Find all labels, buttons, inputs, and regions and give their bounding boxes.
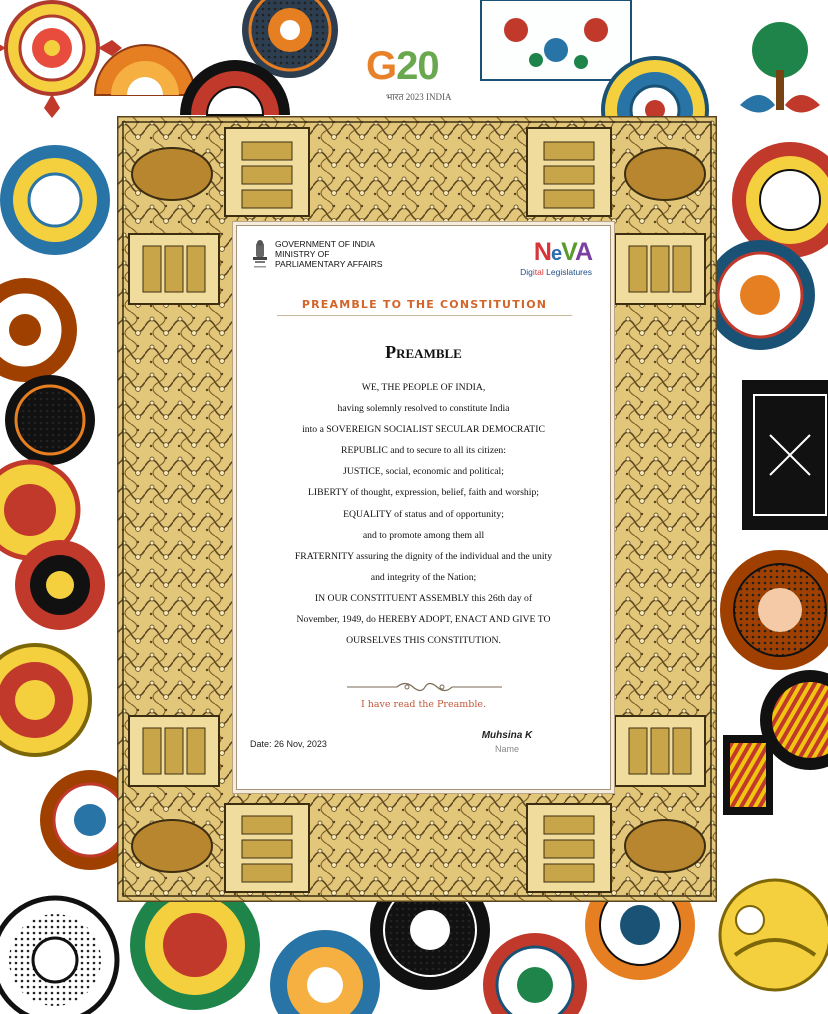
preamble-line: having solemnly resolved to constitute India	[337, 403, 510, 415]
g20-logo	[366, 44, 476, 104]
mandala-left-5	[15, 540, 105, 630]
government-header	[250, 239, 383, 271]
mandala-left-1	[0, 145, 110, 255]
preamble-line: LIBERTY of thought, expression, belief, faith and worship;	[308, 487, 539, 499]
mandala-top-left	[0, 0, 122, 118]
mandala-left-3	[5, 375, 95, 465]
gov-line-3: PARLIAMENTARY AFFAIRS	[275, 259, 383, 269]
preamble-banner: PREAMBLE TO THE CONSTITUTION	[301, 298, 548, 311]
government-text	[275, 239, 383, 269]
preamble-line: and integrity of the Nation;	[370, 571, 477, 583]
mandala-right-2	[705, 240, 815, 350]
mandala-left-2	[0, 278, 77, 382]
g20-logo-text: G20	[366, 44, 439, 88]
preamble-line: JUSTICE, social, economic and political;	[343, 466, 504, 478]
national-emblem-icon	[250, 239, 270, 271]
preamble-line: WE, THE PEOPLE OF INDIA,	[361, 382, 486, 393]
preamble-line: EQUALITY of status and of opportunity;	[343, 508, 504, 520]
neva-logo-word: NeVA	[533, 238, 592, 266]
signer-name: Muhsina K	[481, 730, 533, 741]
preamble-line: and to promote among them all	[362, 529, 485, 541]
read-statement: I have read the Preamble.	[360, 699, 487, 710]
mandala-right-1	[732, 142, 828, 258]
pattern-right-5	[723, 735, 773, 815]
preamble-line: November, 1949, do HEREBY ADOPT, ENACT AND GIVE TO	[296, 614, 551, 626]
document-title: Preamble	[385, 342, 462, 362]
floral-top-right	[481, 0, 631, 80]
mandala-right-3	[720, 550, 828, 670]
flourish-divider-icon	[347, 680, 502, 694]
preamble-line: FRATERNITY assuring the dignity of the individual and the unity	[294, 550, 553, 562]
preamble-line: IN OUR CONSTITUENT ASSEMBLY this 26th day of	[314, 592, 533, 604]
mandala-bottom-left	[0, 898, 117, 1014]
peacock-tree	[740, 22, 820, 113]
neva-logo	[520, 240, 592, 277]
preamble-line: into a SOVEREIGN SOCIALIST SECULAR DEMOCRATIC	[302, 424, 545, 436]
mandala-bottom-5	[483, 933, 587, 1014]
peacock-yellow	[720, 880, 828, 990]
mandala-bottom-3	[270, 930, 380, 1014]
gov-line-2: MINISTRY OF	[275, 249, 330, 259]
g20-logo-subtitle: भारत 2023 INDIA	[386, 92, 452, 102]
neva-tagline: Digital Legislatures	[520, 267, 592, 277]
certificate-paper	[236, 225, 611, 790]
preamble-line: OURSELVES THIS CONSTITUTION.	[346, 635, 501, 647]
certificate-date: Date: 26 Nov, 2023	[250, 739, 327, 749]
name-label: Name	[494, 744, 519, 754]
preamble-text	[237, 377, 610, 651]
gov-line-1: GOVERNMENT OF INDIA	[275, 239, 375, 249]
warli-square	[742, 380, 828, 530]
preamble-line: REPUBLIC and to secure to all its citizen:	[341, 445, 506, 457]
mandala-left-6	[0, 645, 90, 755]
banner-divider	[277, 315, 572, 316]
signature-block	[467, 730, 547, 754]
